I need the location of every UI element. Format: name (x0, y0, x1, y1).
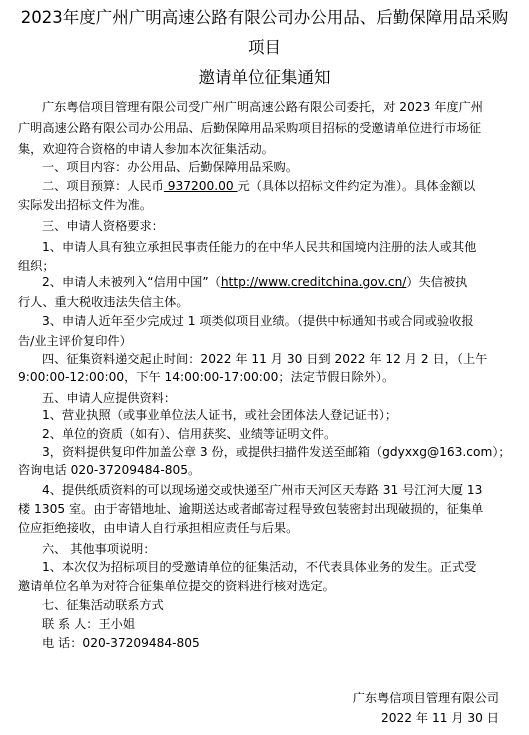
material-4-line3: 位应拒绝接收，由申请人自行承担相应责任与后果。 (18, 521, 299, 535)
item-project-budget (42, 179, 475, 194)
signature-date: 2022 年 11 月 30 日 (381, 711, 499, 725)
requirement-2-suffix: ）失信被执 (406, 275, 468, 289)
document-title-line2: 项目 (248, 38, 281, 57)
requirement-2-prefix: 2、申请人未被列入“信用中国”（ (42, 275, 221, 289)
budget-suffix: 元（具体以招标文件约定为准）。具体金额以 (237, 179, 476, 193)
item-project-content: 一、项目内容：办公用品、后勤保障用品采购。 (42, 160, 298, 174)
item-project-budget-line2: 实际发出招标文件为准。 (18, 198, 153, 212)
requirement-3-line2: 告/业主评价复印件） (18, 334, 132, 348)
material-3-prefix: 3，资料提供复印件加盖公章 3 份，或提供扫描件发送至邮箱（ (42, 445, 383, 459)
material-4-line1: 4、提供纸质资料的可以现场递交或快递至广州市天河区天寿路 31 号江河大厦 13 (42, 483, 483, 497)
document-title-line1: 2023年度广州广明高速公路有限公司办公用品、后勤保障用品采购 (20, 8, 509, 27)
signature-organization: 广东粤信项目管理有限公司 (352, 691, 499, 705)
requirement-1-line1: 1、申请人具有独立承担民事责任能力的在中华人民共和国境内注册的法人或其他 (42, 240, 477, 254)
item-qualification-heading: 三、申请人资格要求： (42, 219, 164, 233)
material-1: 1、营业执照（或事业单位法人证书，或社会团体法人登记证书）； (42, 408, 398, 422)
material-2: 2、单位的资质（如有）、信用获奖、业绩等证明文件。 (42, 427, 337, 441)
note-1-line2: 邀请单位名单为对符合征集单位提交的资料进行核对选定。 (18, 579, 335, 593)
note-1-line1: 1、本次仅为招标项目的受邀请单位的征集活动，不代表具体业务的发生。正式受 (42, 560, 477, 574)
material-3-line1 (42, 445, 511, 460)
material-3-line2: 咨询电话 020-37209484-805。 (18, 463, 201, 477)
item-materials-heading: 五、申请人应提供资料： (42, 391, 177, 405)
requirement-2-line1 (42, 275, 467, 290)
budget-prefix: 二、项目预算：人民币 (42, 179, 164, 193)
item-contact-heading: 七、征集活动联系方式 (42, 598, 164, 612)
item-other-notes-heading: 六、 其他事项说明： (42, 542, 156, 556)
contact-person: 联 系 人：王小姐 (42, 617, 136, 631)
requirement-2-line2: 行人、重大税收违法失信主体。 (18, 295, 189, 309)
requirement-1-line2: 组织； (18, 259, 55, 273)
budget-amount: 937200.00 (163, 179, 238, 193)
material-4-line2: 楼 1305 室。由于寄错地址、逾期送达或者邮寄过程导致包装密封出现破损的，征集单 (18, 502, 484, 516)
material-3-suffix: ）； (492, 445, 511, 459)
contact-email[interactable]: gdyxxg@163.com (382, 445, 493, 459)
creditchina-link[interactable]: http://www.creditchina.gov.cn/ (220, 275, 407, 289)
item-submission-time-line1: 四、征集资料递交起止时间：2022 年 11 月 30 日到 2022 年 12 月 2 日，（上午 (42, 352, 488, 366)
intro-line-2: 广明高速公路有限公司办公用品、后勤保障用品采购项目招标的受邀请单位进行市场征 (18, 121, 482, 135)
item-submission-time-line2: 9:00:00-12:00:00，下午 14:00:00-17:00:00；法定节假日除外）。 (18, 370, 395, 384)
intro-line-3: 集，欢迎符合资格的申请人参加本次征集活动。 (18, 142, 274, 156)
intro-line-1: 广东粤信项目管理有限公司受广州广明高速公路有限公司委托，对 2023 年度广州 (42, 100, 483, 114)
document-subtitle: 邀请单位征集通知 (198, 68, 331, 87)
requirement-3-line1: 3、申请人近年至少完成过 1 项类似项目业绩。（提供中标通知书或合同或验收报 (42, 314, 474, 328)
contact-phone: 电 话：020-37209484-805 (42, 636, 200, 650)
